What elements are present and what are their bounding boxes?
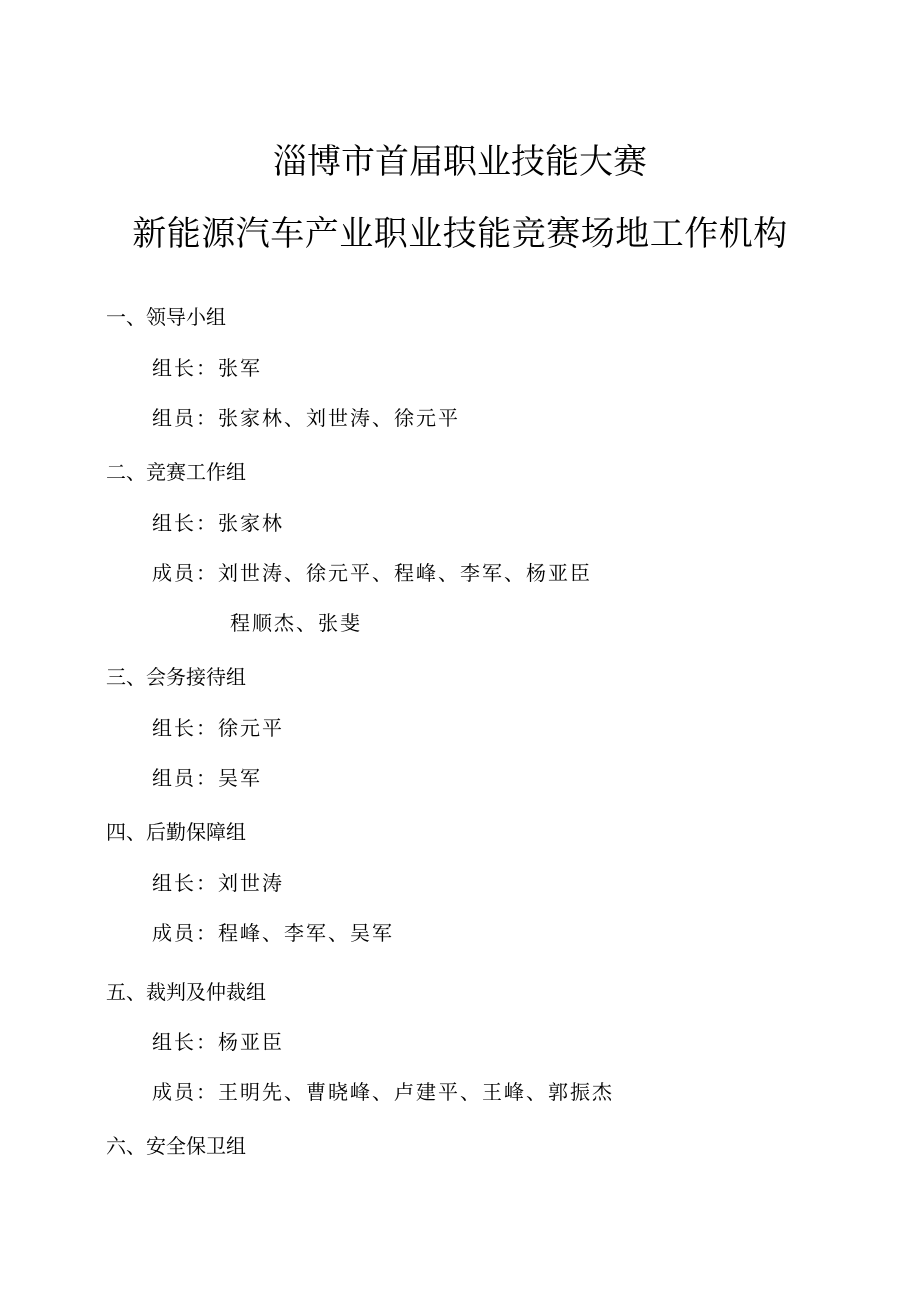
section-line: 成员：程峰、李军、吴军 [152, 921, 394, 945]
section-line: 组员：吴军 [152, 766, 262, 790]
section-line: 组长：张家林 [152, 511, 284, 535]
document-title-line-1: 淄博市首届职业技能大赛 [273, 142, 647, 182]
section-heading-referee: 五、裁判及仲裁组 [106, 980, 266, 1004]
section-heading-competition: 二、竞赛工作组 [106, 460, 246, 484]
section-line: 组长：杨亚臣 [152, 1030, 284, 1054]
section-line-continuation: 程顺杰、张斐 [230, 611, 362, 635]
document-title-line-2: 新能源汽车产业职业技能竞赛场地工作机构 [132, 214, 788, 254]
section-line: 组长：刘世涛 [152, 871, 284, 895]
section-line: 成员：刘世涛、徐元平、程峰、李军、杨亚臣 [152, 561, 592, 585]
section-line: 组长：张军 [152, 356, 262, 380]
section-heading-security: 六、安全保卫组 [106, 1134, 246, 1158]
section-line: 组员：张家林、刘世涛、徐元平 [152, 406, 460, 430]
section-heading-leadership: 一、领导小组 [106, 305, 226, 329]
section-line: 成员：王明先、曹晓峰、卢建平、王峰、郭振杰 [152, 1080, 614, 1104]
section-heading-reception: 三、会务接待组 [106, 665, 246, 689]
section-heading-logistics: 四、后勤保障组 [106, 820, 246, 844]
section-line: 组长：徐元平 [152, 716, 284, 740]
